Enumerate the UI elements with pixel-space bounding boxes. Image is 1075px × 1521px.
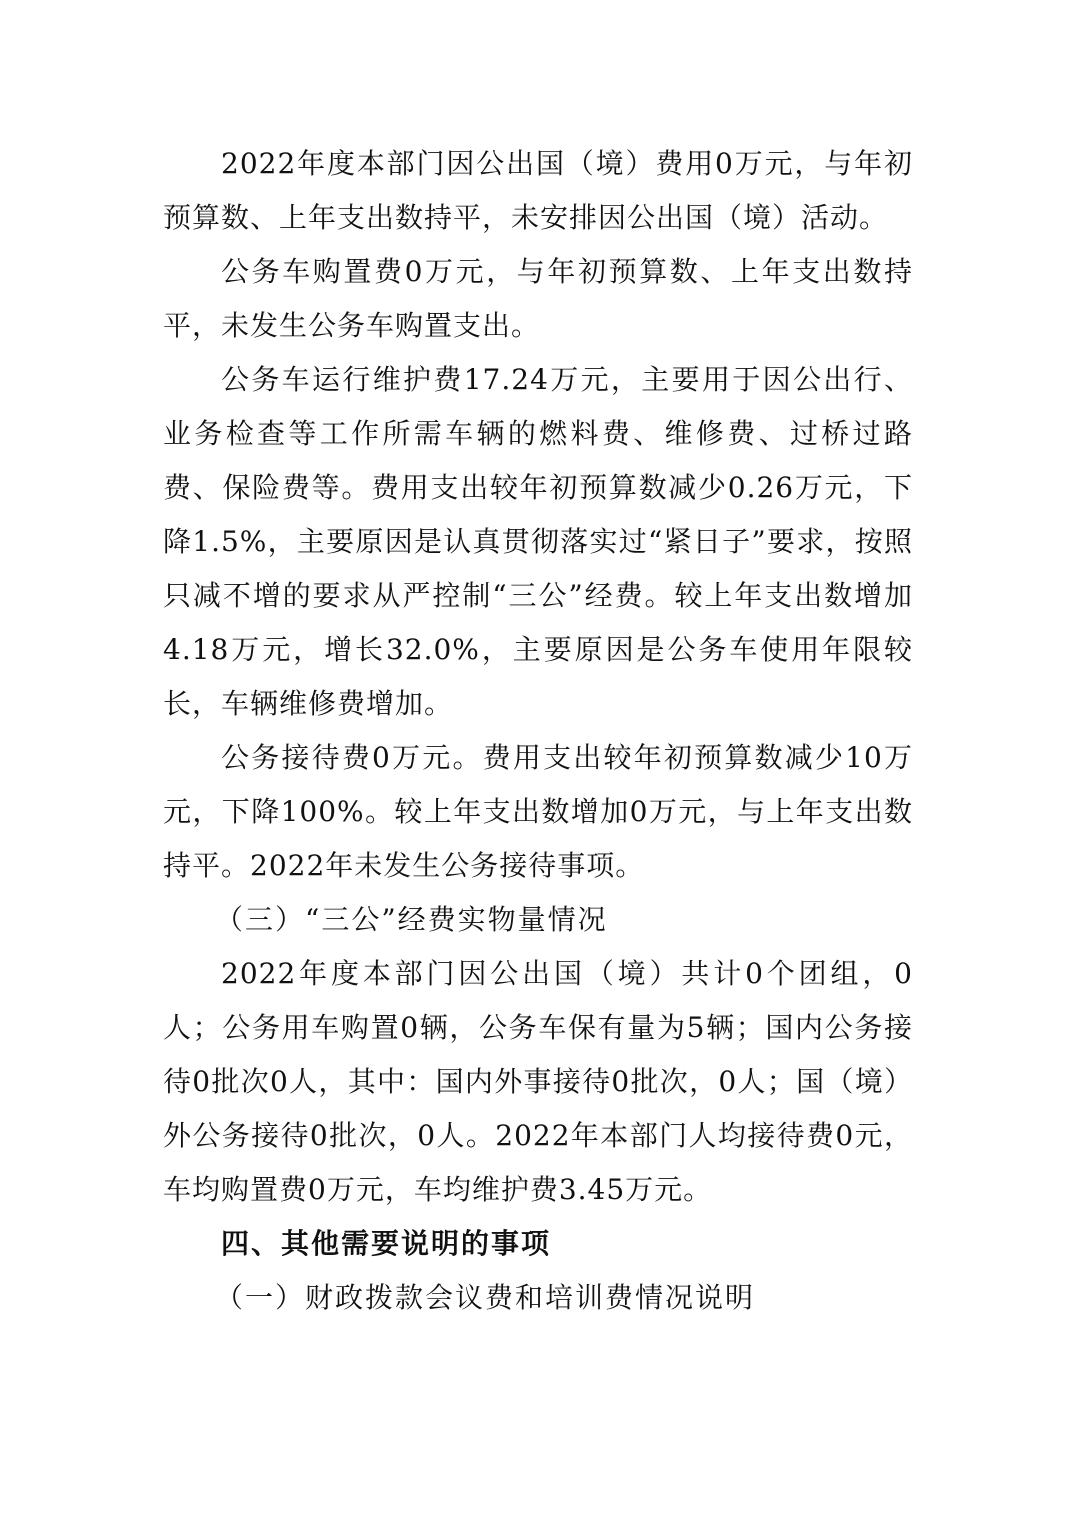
section-heading-other-matters: 四、其他需要说明的事项 <box>221 1227 552 1260</box>
paragraph-physical-quantity: 2022年度本部门因公出国（境）共计0个团组，0人；公务用车购置0辆，公务车保有量为5辆；国内公务接待0批次0人，其中：国内外事接待0批次，0人；国（境）外公务接待0批次，0人。2022年本部门人均接待费0元，车均购置费0万元，车均维护费3.45万元。 <box>163 957 913 1206</box>
paragraph-vehicle-maintenance: 公务车运行维护费17.24万元，主要用于因公出行、业务检查等工作所需车辆的燃料费、维修费、过桥过路费、保险费等。费用支出较年初预算数减少0.26万元，下降1.5%，主要原因是认真贯彻落实过“紧日子”要求，按照只减不增的要求从严控制“三公”经费。较上年支出数增加4.18万元，增长32.0%，主要原因是公务车使用年限较长，车辆维修费增加。 <box>163 363 913 720</box>
subheading-meeting-training-fees: （一）财政拨款会议费和培训费情况说明 <box>215 1281 756 1314</box>
subheading-physical-quantity: （三）“三公”经费实物量情况 <box>215 903 608 936</box>
paragraph-vehicle-purchase: 公务车购置费0万元，与年初预算数、上年支出数持平，未发生公务车购置支出。 <box>163 255 913 342</box>
document-body <box>163 137 913 1325</box>
paragraph-official-reception: 公务接待费0万元。费用支出较年初预算数减少10万元，下降100%。较上年支出数增加0万元，与上年支出数持平。2022年未发生公务接待事项。 <box>163 741 913 882</box>
paragraph-overseas-travel: 2022年度本部门因公出国（境）费用0万元，与年初预算数、上年支出数持平，未安排因公出国（境）活动。 <box>163 147 913 234</box>
